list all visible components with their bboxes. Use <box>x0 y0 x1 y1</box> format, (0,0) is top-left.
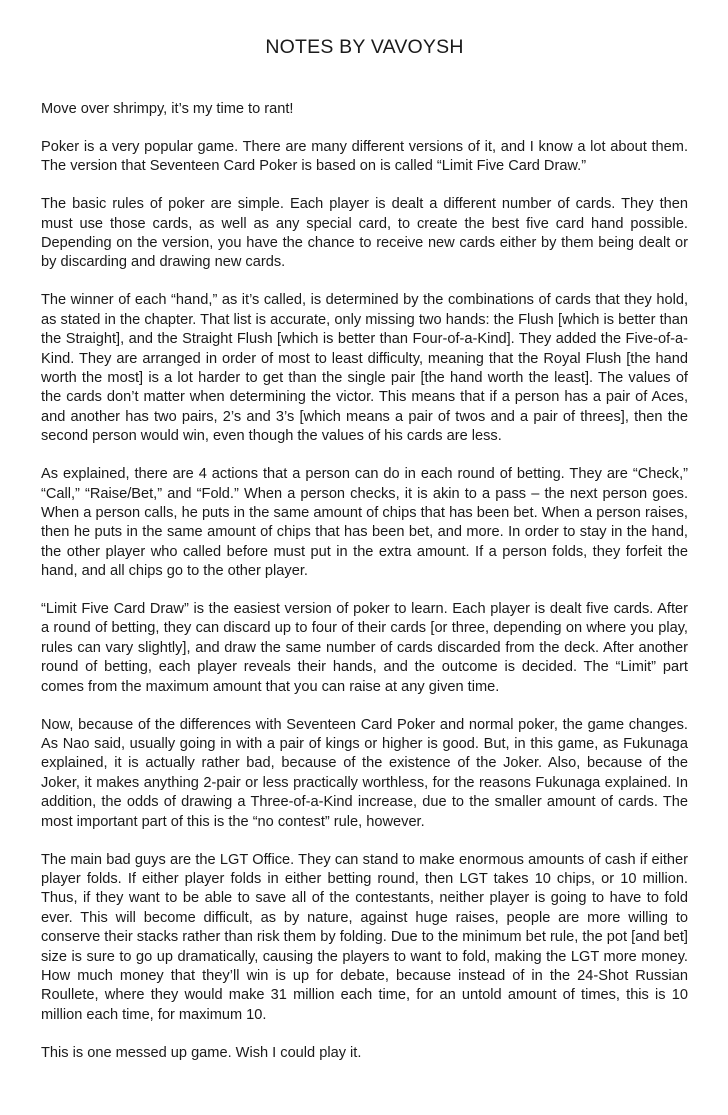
paragraph-betting-actions: As explained, there are 4 actions that a person can do in each round of betting. They are “Check,” “Call,” “Raise/Bet,” and “Fold.” When a person checks, it is akin to a pass – the next person goes. When a person calls, he puts in the same amount of chips that has been bet. When a person raises, then he puts in the same amount of chips that has been bet, and more. In order to stay in the hand, the other player who called before must put in the extra amount. If a person folds, they forfeit the hand, and all chips go to the other player. <box>41 466 688 580</box>
paragraph-poker-overview: Poker is a very popular game. There are many different versions of it, and I know a lot about them. The version that Seventeen Card Poker is based on is called “Limit Five Card Draw.” <box>41 138 688 175</box>
paragraph-basic-rules: The basic rules of poker are simple. Each player is dealt a different number of cards. They then must use those cards, as well as any special card, to create the best five card hand possible. Depending on the version, you have the chance to receive new cards either by them being dealt or by discarding and drawing new cards. <box>41 196 688 271</box>
paragraph-game-differences: Now, because of the differences with Seventeen Card Poker and normal poker, the game changes. As Nao said, usually going in with a pair of kings or higher is good. But, in this game, as Fukunaga explained, it is actually rather bad, because of the existence of the Joker. Also, because of the Joker, it makes anything 2-pair or less practically worthless, for the reasons Fukunaga explained. In addition, the odds of drawing a Three-of-a-Kind increase, due to the smaller amount of cards. The most important part of this is the “no contest” rule, however. <box>41 716 688 830</box>
paragraph-hand-rankings: The winner of each “hand,” as it’s called, is determined by the combinations of cards that they hold, as stated in the chapter. That list is accurate, only missing two hands: the Flush [which is better than the Straight], and the Straight Flush [which is better than Four-of-a-Kind]. They added the Five-of-a-Kind. They are arranged in order of most to least difficulty, meaning that the Royal Flush [the hand worth the most] is a lot harder to get than the single pair [the hand worth the least]. The values of the cards don’t matter when determining the victor. This means that if a person has a pair of Aces, and another has two pairs, 2’s and 3’s [which means a pair of twos and a pair of threes], then the second person would win, even though the values of his cards are less. <box>41 292 688 445</box>
paragraph-closing: This is one messed up game. Wish I could play it. <box>41 1044 362 1061</box>
paragraph-limit-five-card-draw: “Limit Five Card Draw” is the easiest version of poker to learn. Each player is dealt five cards. After a round of betting, they can discard up to four of their cards [or three, depending on where you play, rules can vary slightly], and draw the same number of cards discarded from the deck. After another round of betting, each player reveals their hands, and the outcome is decided. The “Limit” part comes from the maximum amount that you can raise at any given time. <box>41 601 688 695</box>
paragraph-intro: Move over shrimpy, it’s my time to rant! <box>41 101 294 117</box>
page-title: NOTES BY VAVOYSH <box>265 36 464 58</box>
paragraph-lgt-office: The main bad guys are the LGT Office. They can stand to make enormous amounts of cash if either player folds. If either player folds in either betting round, then LGT takes 10 chips, or 10 million. Thus, if they want to be able to save all of the contestants, neither player is going to have to fold ever. This will become difficult, as by nature, against huge raises, people are more willing to conserve their stacks rather than risk them by folding. Due to the minimum bet rule, the pot [and bet] size is sure to go up dramatically, causing the players to want to fold, making the LGT more money. How much money that they’ll win is up for debate, because instead of in the 24-Shot Russian Roullete, where they would make 31 million each time, for an untold amount of times, this is 10 million each time, for maximum 10. <box>41 851 688 1023</box>
